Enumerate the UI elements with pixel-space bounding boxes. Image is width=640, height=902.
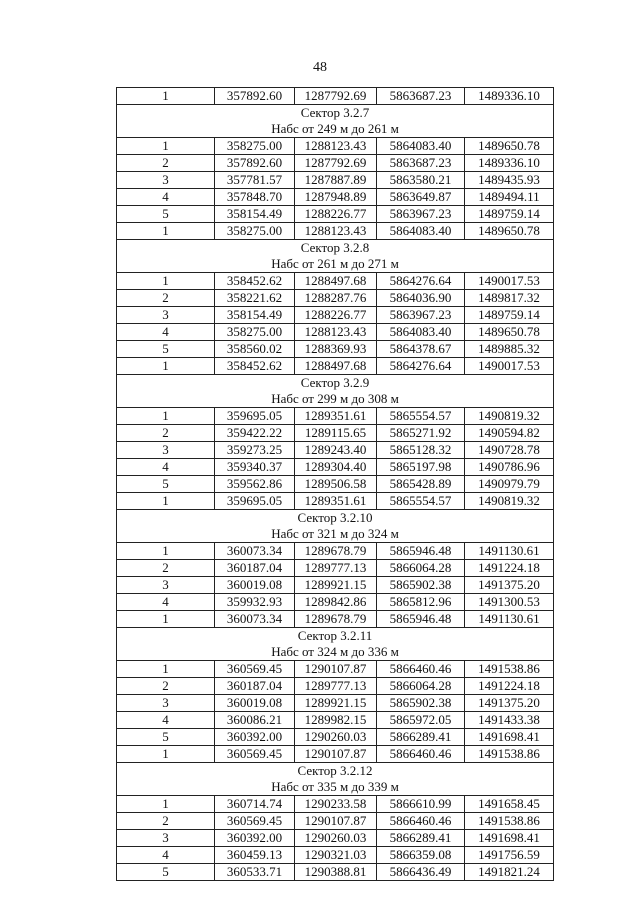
point-number-cell: 2 (117, 155, 215, 172)
sector-range-row (117, 644, 554, 661)
point-number-cell: 2 (117, 290, 215, 307)
coordinate-cell: 5865946.48 (377, 543, 465, 560)
point-number-cell: 1 (117, 358, 215, 375)
coordinate-cell: 5866460.46 (377, 746, 465, 763)
table-row (117, 594, 554, 611)
coordinate-cell: 1289982.15 (295, 712, 377, 729)
table-row (117, 560, 554, 577)
coordinate-cell: 358560.02 (215, 341, 295, 358)
coordinate-cell: 1491130.61 (465, 611, 554, 628)
point-number-cell: 2 (117, 425, 215, 442)
coordinate-cell: 359562.86 (215, 476, 295, 493)
coordinate-cell: 5865902.38 (377, 577, 465, 594)
coordinate-cell: 5866064.28 (377, 560, 465, 577)
table-row (117, 695, 554, 712)
coordinate-cell: 359695.05 (215, 408, 295, 425)
coordinate-cell: 5866289.41 (377, 729, 465, 746)
table-row (117, 358, 554, 375)
coordinate-cell: 5863687.23 (377, 88, 465, 105)
coordinate-cell: 1288226.77 (295, 206, 377, 223)
coordinate-cell: 5863967.23 (377, 307, 465, 324)
coordinate-cell: 1288287.76 (295, 290, 377, 307)
table-row (117, 155, 554, 172)
coordinate-cell: 357848.70 (215, 189, 295, 206)
point-number-cell: 2 (117, 678, 215, 695)
coordinate-cell: 1289678.79 (295, 611, 377, 628)
coordinate-cell: 360086.21 (215, 712, 295, 729)
table-row (117, 408, 554, 425)
coordinate-cell: 1288497.68 (295, 358, 377, 375)
table-row (117, 476, 554, 493)
coordinate-cell: 1288369.93 (295, 341, 377, 358)
table-row (117, 864, 554, 881)
point-number-cell: 3 (117, 172, 215, 189)
coordinate-cell: 359695.05 (215, 493, 295, 510)
coordinate-cell: 1288226.77 (295, 307, 377, 324)
point-number-cell: 1 (117, 138, 215, 155)
coordinate-cell: 1491538.86 (465, 661, 554, 678)
coordinate-cell: 1289351.61 (295, 408, 377, 425)
table-row (117, 223, 554, 240)
table-row (117, 324, 554, 341)
coordinate-cell: 5865554.57 (377, 493, 465, 510)
coordinate-cell: 1489336.10 (465, 88, 554, 105)
table-row (117, 459, 554, 476)
sector-range-row (117, 256, 554, 273)
coordinate-cell: 359340.37 (215, 459, 295, 476)
coordinate-cell: 1289115.65 (295, 425, 377, 442)
coordinate-cell: 5864083.40 (377, 223, 465, 240)
coordinate-cell: 1491300.53 (465, 594, 554, 611)
table-row (117, 341, 554, 358)
sector-title-row (117, 375, 554, 392)
coordinate-cell: 1289921.15 (295, 695, 377, 712)
coordinate-cell: 360459.13 (215, 847, 295, 864)
table-row (117, 290, 554, 307)
table-row (117, 577, 554, 594)
coordinate-cell: 1490979.79 (465, 476, 554, 493)
sector-altitude-range: Набс от 261 м до 271 м (117, 256, 554, 273)
point-number-cell: 3 (117, 577, 215, 594)
coordinate-cell: 5863649.87 (377, 189, 465, 206)
coordinate-cell: 5865554.57 (377, 408, 465, 425)
coordinate-cell: 5865271.92 (377, 425, 465, 442)
sector-title-row (117, 763, 554, 780)
coordinate-cell: 5864083.40 (377, 324, 465, 341)
point-number-cell: 1 (117, 88, 215, 105)
point-number-cell: 1 (117, 661, 215, 678)
point-number-cell: 1 (117, 493, 215, 510)
coordinate-cell: 1490728.78 (465, 442, 554, 459)
table-row (117, 425, 554, 442)
sector-range-row (117, 526, 554, 543)
point-number-cell: 1 (117, 223, 215, 240)
point-number-cell: 5 (117, 864, 215, 881)
coordinate-cell: 1289243.40 (295, 442, 377, 459)
point-number-cell: 1 (117, 746, 215, 763)
coordinate-cell: 358452.62 (215, 273, 295, 290)
coordinate-cell: 1490819.32 (465, 408, 554, 425)
table-row (117, 88, 554, 105)
table-row (117, 678, 554, 695)
coordinate-cell: 5866460.46 (377, 661, 465, 678)
coordinate-cell: 5864378.67 (377, 341, 465, 358)
coordinate-cell: 1290321.03 (295, 847, 377, 864)
point-number-cell: 4 (117, 459, 215, 476)
coordinate-cell: 1489817.32 (465, 290, 554, 307)
coordinate-cell: 1491698.41 (465, 830, 554, 847)
coordinate-cell: 360569.45 (215, 813, 295, 830)
coordinate-cell: 1289921.15 (295, 577, 377, 594)
table-row (117, 206, 554, 223)
point-number-cell: 4 (117, 847, 215, 864)
table-row (117, 273, 554, 290)
coordinate-cell: 1288497.68 (295, 273, 377, 290)
coordinate-cell: 5864036.90 (377, 290, 465, 307)
coordinate-cell: 5865428.89 (377, 476, 465, 493)
coordinate-cell: 1491224.18 (465, 678, 554, 695)
table-row (117, 813, 554, 830)
coordinate-cell: 360187.04 (215, 678, 295, 695)
point-number-cell: 3 (117, 442, 215, 459)
coordinate-cell: 360392.00 (215, 729, 295, 746)
sector-altitude-range: Набс от 335 м до 339 м (117, 779, 554, 796)
sector-title: Сектор 3.2.9 (117, 375, 554, 392)
sector-title-row (117, 240, 554, 257)
table-row (117, 746, 554, 763)
coordinate-cell: 5864276.64 (377, 358, 465, 375)
sector-altitude-range: Набс от 324 м до 336 м (117, 644, 554, 661)
coordinate-cell: 1290388.81 (295, 864, 377, 881)
coordinate-cell: 357892.60 (215, 155, 295, 172)
table-row (117, 661, 554, 678)
point-number-cell: 3 (117, 695, 215, 712)
sector-title-row (117, 105, 554, 122)
point-number-cell: 5 (117, 341, 215, 358)
point-number-cell: 5 (117, 206, 215, 223)
coordinate-cell: 1289506.58 (295, 476, 377, 493)
coordinate-cell: 1287792.69 (295, 155, 377, 172)
sector-range-row (117, 121, 554, 138)
table-row (117, 543, 554, 560)
coordinate-cell: 360187.04 (215, 560, 295, 577)
sector-altitude-range: Набс от 299 м до 308 м (117, 391, 554, 408)
coordinate-cell: 1289351.61 (295, 493, 377, 510)
coordinate-cell: 1290107.87 (295, 661, 377, 678)
point-number-cell: 1 (117, 796, 215, 813)
coordinate-cell: 360073.34 (215, 543, 295, 560)
coordinate-cell: 1289777.13 (295, 678, 377, 695)
sector-title-row (117, 628, 554, 645)
coordinate-cell: 5866359.08 (377, 847, 465, 864)
point-number-cell: 3 (117, 307, 215, 324)
coordinate-cell: 1287792.69 (295, 88, 377, 105)
point-number-cell: 1 (117, 611, 215, 628)
coordinate-cell: 1491538.86 (465, 746, 554, 763)
table-row (117, 729, 554, 746)
page-number: 48 (313, 60, 327, 75)
coordinate-cell: 358275.00 (215, 324, 295, 341)
table-row (117, 307, 554, 324)
coordinate-cell: 1491433.38 (465, 712, 554, 729)
coordinate-cell: 357781.57 (215, 172, 295, 189)
table-row (117, 830, 554, 847)
coordinate-cell: 360019.08 (215, 577, 295, 594)
coordinate-cell: 1489759.14 (465, 206, 554, 223)
sector-title-row (117, 510, 554, 527)
coordinate-cell: 1491130.61 (465, 543, 554, 560)
coordinate-cell: 5866064.28 (377, 678, 465, 695)
coordinate-cell: 1490819.32 (465, 493, 554, 510)
sector-title: Сектор 3.2.11 (117, 628, 554, 645)
point-number-cell: 1 (117, 543, 215, 560)
coordinate-cell: 5866610.99 (377, 796, 465, 813)
coordinate-cell: 1491375.20 (465, 695, 554, 712)
coordinate-cell: 5864083.40 (377, 138, 465, 155)
point-number-cell: 4 (117, 712, 215, 729)
coordinate-cell: 360392.00 (215, 830, 295, 847)
coordinate-cell: 1287948.89 (295, 189, 377, 206)
sector-title: Сектор 3.2.12 (117, 763, 554, 780)
sector-title: Сектор 3.2.10 (117, 510, 554, 527)
coordinate-cell: 1491821.24 (465, 864, 554, 881)
table-row (117, 138, 554, 155)
coordinate-cell: 358221.62 (215, 290, 295, 307)
table-row (117, 172, 554, 189)
coordinate-cell: 1489885.32 (465, 341, 554, 358)
coordinate-cell: 5866460.46 (377, 813, 465, 830)
coordinate-cell: 5864276.64 (377, 273, 465, 290)
coordinate-cell: 5863580.21 (377, 172, 465, 189)
point-number-cell: 4 (117, 594, 215, 611)
sector-altitude-range: Набс от 249 м до 261 м (117, 121, 554, 138)
coordinate-cell: 359273.25 (215, 442, 295, 459)
table-row (117, 189, 554, 206)
coordinate-cell: 360569.45 (215, 746, 295, 763)
coordinates-table-body (117, 88, 554, 881)
coordinate-cell: 1288123.43 (295, 324, 377, 341)
coordinate-cell: 1287887.89 (295, 172, 377, 189)
coordinate-cell: 358154.49 (215, 307, 295, 324)
coordinate-cell: 1288123.43 (295, 223, 377, 240)
sector-title: Сектор 3.2.7 (117, 105, 554, 122)
coordinate-cell: 1491698.41 (465, 729, 554, 746)
coordinate-cell: 1491538.86 (465, 813, 554, 830)
coordinate-cell: 360569.45 (215, 661, 295, 678)
coordinate-cell: 359932.93 (215, 594, 295, 611)
coordinate-cell: 1489494.11 (465, 189, 554, 206)
coordinate-cell: 1491756.59 (465, 847, 554, 864)
coordinate-cell: 5866436.49 (377, 864, 465, 881)
coordinate-cell: 1489650.78 (465, 138, 554, 155)
coordinate-cell: 1489435.93 (465, 172, 554, 189)
coordinate-cell: 5865812.96 (377, 594, 465, 611)
coordinate-cell: 360073.34 (215, 611, 295, 628)
coordinate-cell: 5865946.48 (377, 611, 465, 628)
coordinate-cell: 1490594.82 (465, 425, 554, 442)
point-number-cell: 3 (117, 830, 215, 847)
point-number-cell: 1 (117, 408, 215, 425)
coordinate-cell: 358452.62 (215, 358, 295, 375)
coordinate-cell: 1489759.14 (465, 307, 554, 324)
coordinate-cell: 1289842.86 (295, 594, 377, 611)
coordinate-cell: 1490786.96 (465, 459, 554, 476)
coordinate-cell: 5865197.98 (377, 459, 465, 476)
coordinate-cell: 1289777.13 (295, 560, 377, 577)
coordinate-cell: 358275.00 (215, 223, 295, 240)
coordinate-cell: 1489336.10 (465, 155, 554, 172)
coordinate-cell: 5863967.23 (377, 206, 465, 223)
coordinate-cell: 1489650.78 (465, 223, 554, 240)
coordinate-cell: 1491658.45 (465, 796, 554, 813)
point-number-cell: 1 (117, 273, 215, 290)
coordinate-cell: 1290107.87 (295, 746, 377, 763)
coordinate-cell: 359422.22 (215, 425, 295, 442)
sector-range-row (117, 779, 554, 796)
table-row (117, 493, 554, 510)
coordinate-cell: 1290260.03 (295, 830, 377, 847)
coordinate-cell: 1290260.03 (295, 729, 377, 746)
coordinate-cell: 1289304.40 (295, 459, 377, 476)
table-row (117, 796, 554, 813)
coordinate-cell: 1489650.78 (465, 324, 554, 341)
coordinate-cell: 360533.71 (215, 864, 295, 881)
coordinate-cell: 5865902.38 (377, 695, 465, 712)
point-number-cell: 5 (117, 729, 215, 746)
coordinate-cell: 1491224.18 (465, 560, 554, 577)
point-number-cell: 2 (117, 560, 215, 577)
coordinate-cell: 5866289.41 (377, 830, 465, 847)
coordinate-cell: 358275.00 (215, 138, 295, 155)
coordinates-table (116, 87, 554, 881)
coordinate-cell: 1289678.79 (295, 543, 377, 560)
table-row (117, 847, 554, 864)
coordinate-cell: 360019.08 (215, 695, 295, 712)
coordinate-cell: 5863687.23 (377, 155, 465, 172)
table-row (117, 712, 554, 729)
coordinate-cell: 1290107.87 (295, 813, 377, 830)
sector-range-row (117, 391, 554, 408)
sector-title: Сектор 3.2.8 (117, 240, 554, 257)
point-number-cell: 5 (117, 476, 215, 493)
table-row (117, 611, 554, 628)
table-row (117, 442, 554, 459)
point-number-cell: 2 (117, 813, 215, 830)
coordinate-cell: 358154.49 (215, 206, 295, 223)
coordinate-cell: 5865128.32 (377, 442, 465, 459)
coordinate-cell: 1490017.53 (465, 273, 554, 290)
point-number-cell: 4 (117, 324, 215, 341)
coordinate-cell: 1491375.20 (465, 577, 554, 594)
coordinate-cell: 5865972.05 (377, 712, 465, 729)
point-number-cell: 4 (117, 189, 215, 206)
coordinate-cell: 1290233.58 (295, 796, 377, 813)
sector-altitude-range: Набс от 321 м до 324 м (117, 526, 554, 543)
coordinate-cell: 1288123.43 (295, 138, 377, 155)
coordinate-cell: 360714.74 (215, 796, 295, 813)
coordinate-cell: 1490017.53 (465, 358, 554, 375)
coordinate-cell: 357892.60 (215, 88, 295, 105)
